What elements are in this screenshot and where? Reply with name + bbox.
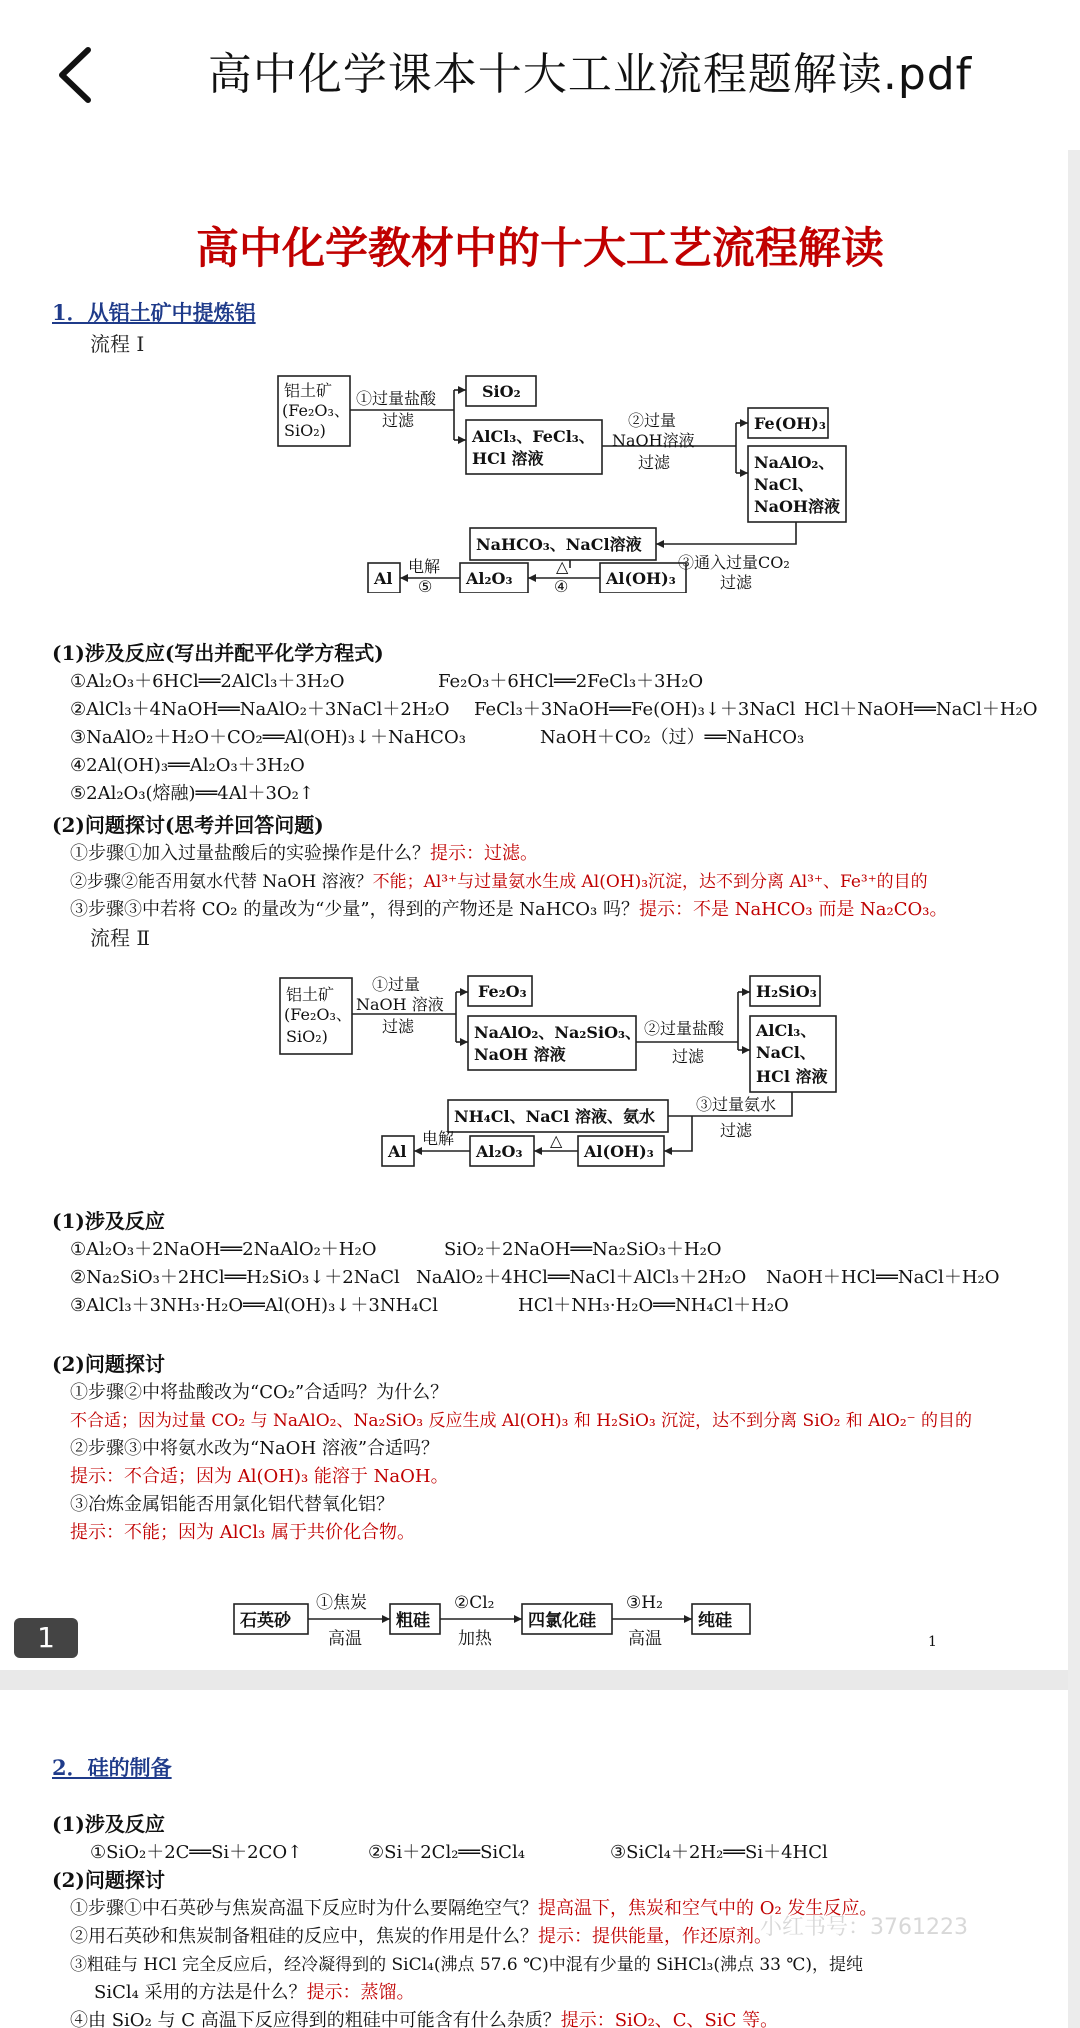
feoh3-label: Fe(OH)₃ [754,414,826,433]
si-discussion-3 [70,1950,863,1975]
si-discussion-4 [70,2006,778,2028]
si-discussion-3b [94,1978,415,2004]
alcl3-label-2: NaCl、 [756,1043,816,1062]
pure-si-label: 纯硅 [698,1611,732,1631]
discussion-heading-2: (2)问题探讨 [52,1352,165,1376]
ore-label: 铝土矿 [286,985,335,1004]
crude-si-label: 粗硅 [396,1611,430,1631]
question: ②步骤②能否用氨水代替 NaOH 溶液？ [70,872,373,892]
discussion-2-q2: ②步骤③中将氨水改为“NaOH 溶液”合适吗？ [70,1438,440,1459]
reaction-heading-3: (1)涉及反应 [52,1812,165,1836]
reaction-2-3a: ③AlCl₃＋3NH₃·H₂O══Al(OH)₃↓＋3NH₄Cl [70,1295,439,1316]
pdf-page-2 [0,1690,1068,2028]
nh4cl-label: NH₄Cl、NaCl 溶液、氨水 [454,1107,655,1126]
naalo2-label-2: NaCl、 [754,475,814,494]
al2o3-label: Al₂O₃ [476,1142,523,1161]
reaction-2-1b: SiO₂＋2NaOH══Na₂SiO₃＋H₂O [444,1239,722,1260]
step2-reagent: NaOH溶液 [612,431,695,450]
sicl4-label: 四氯化硅 [528,1611,596,1631]
step2-label: ②Cl₂ [454,1593,495,1613]
si-discussion-2 [70,1922,772,1948]
reaction-3b: NaOH＋CO₂（过）══NaHCO₃ [540,727,805,748]
question: ③步骤③中若将 CO₂ 的量改为“少量”，得到的产物还是 NaHCO₃ 吗？ [70,899,639,920]
question: ③粗硅与 HCl 完全反应后，经冷凝得到的 SiCl₄(沸点 57.6 ℃)中混有少量的 SiHCl₃(沸点 33 ℃)，提纯 [70,1955,864,1975]
step2-label: ②过量盐酸 [644,1019,725,1038]
step3-op: 过滤 [720,573,753,592]
question: ①步骤①中石英砂与焦炭高温下反应时为什么要隔绝空气？ [70,1898,538,1919]
flow-2-diagram [272,970,842,1170]
alcl3-label-3: HCl 溶液 [756,1067,828,1086]
si-reaction-1: ①SiO₂＋2C══Si＋2CO↑ [90,1842,303,1863]
reaction-1a: ①Al₂O₃＋6HCl══2AlCl₃＋3H₂O [70,671,345,692]
ore-label-3: SiO₂) [284,421,326,440]
step1-label: ①过量 [372,975,421,994]
naalo2-label: NaAlO₂、Na₂SiO₃、 [474,1023,642,1042]
back-button[interactable] [48,40,108,110]
step2-cond: 加热 [458,1629,492,1649]
ore-label-3: SiO₂) [286,1027,328,1046]
al-label: Al [374,569,393,588]
al-label: Al [388,1142,407,1161]
reaction-2b: FeCl₃＋3NaOH══Fe(OH)₃↓＋3NaCl [474,699,796,720]
discussion-2-q1: ①步骤②中将盐酸改为“CO₂”合适吗？为什么？ [70,1382,449,1403]
answer: 提高温下，焦炭和空气中的 O₂ 发生反应。 [538,1898,878,1919]
reaction-2a: ②AlCl₃＋4NaOH══NaAlO₂＋3NaCl＋2H₂O [70,699,450,720]
reaction-2-1a: ①Al₂O₃＋2NaOH══2NaAlO₂＋H₂O [70,1239,377,1260]
alcl3-label: AlCl₃、FeCl₃、 [472,427,595,446]
naalo2-label: NaAlO₂、 [754,453,835,472]
step5-num: ⑤ [418,577,433,593]
quartz-label: 石英砂 [240,1611,291,1631]
reaction-2-2b: NaAlO₂＋4HCl══NaCl＋AlCl₃＋2H₂O [416,1267,747,1288]
si-reaction-2: ②Si＋2Cl₂══SiCl₄ [368,1842,525,1863]
page-number: 1 [928,1634,937,1650]
question: SiCl₄ 采用的方法是什么？ [94,1982,307,2003]
answer: 不能；Al³⁺与过量氨水生成 Al(OH)₃沉淀，达不到分离 Al³⁺、Fe³⁺的目的 [372,872,928,892]
si-reaction-3: ③SiCl₄＋2H₂══Si＋4HCl [610,1842,828,1863]
watermark: 小红书号：3761223 [760,1915,968,1940]
naalo2-label-2: NaOH 溶液 [474,1045,566,1064]
step3-cond: 高温 [628,1629,662,1649]
flow-2-label: 流程 Ⅱ [90,926,150,950]
naalo2-label-3: NaOH溶液 [754,497,841,516]
app-header [0,0,1080,150]
step1-op: 过滤 [382,411,415,430]
silicon-flow-diagram [228,1582,758,1652]
fe2o3-label: Fe₂O₃ [478,982,527,1001]
step4-delta: △ [556,557,569,576]
chevron-left-icon [48,40,108,110]
answer: 提示：SiO₂、C、SiC 等。 [560,2010,779,2028]
section-1-title: 1．从铝土矿中提炼铝 [52,300,256,325]
discussion-1-1 [70,839,538,865]
discussion-2-a1: 不合适；因为过量 CO₂ 与 NaAlO₂、Na₂SiO₃ 反应生成 Al(OH)₃ 和 H₂SiO₃ 沉淀，达不到分离 SiO₂ 和 AlO₂⁻ 的目的 [70,1411,973,1431]
question: ①步骤①加入过量盐酸后的实验操作是什么？ [70,843,430,864]
document-title: 高中化学教材中的十大工艺流程解读 [196,224,884,274]
discussion-2-q3: ③冶炼金属铝能否用氯化铝代替氧化铝？ [70,1494,394,1515]
ore-label-2: (Fe₂O₃、 [282,401,350,420]
ore-label: 铝土矿 [284,381,333,400]
question: ④由 SiO₂ 与 C 高温下反应得到的粗硅中可能含有什么杂质？ [70,2010,561,2028]
alcl3-label: AlCl₃、 [756,1021,817,1040]
answer: 提示：提供能量，作还原剂。 [538,1926,772,1947]
step3-label: ③通入过量CO₂ [678,553,790,572]
step1-cond: 高温 [328,1629,362,1649]
reaction-3a: ③NaAlO₂＋H₂O＋CO₂══Al(OH)₃↓＋NaHCO₃ [70,727,466,748]
reaction-heading-2: (1)涉及反应 [52,1209,165,1233]
discussion-heading-3: (2)问题探讨 [52,1868,165,1892]
step1-op: 过滤 [382,1017,415,1036]
nahco3-label: NaHCO₃、NaCl溶液 [476,535,642,554]
reaction-1b: Fe₂O₃＋6HCl══2FeCl₃＋3H₂O [438,671,704,692]
reaction-5: ⑤2Al₂O₃(熔融)══4Al＋3O₂↑ [70,783,314,804]
discussion-2-a2: 提示：不合适；因为 Al(OH)₃ 能溶于 NaOH。 [70,1466,449,1487]
reaction-2-2c: NaOH＋HCl══NaCl＋H₂O [766,1267,1000,1288]
page-indicator-badge[interactable]: 1 [14,1618,78,1658]
alcl3-label-2: HCl 溶液 [472,449,544,468]
flow-1-label: 流程 Ⅰ [90,332,145,356]
discussion-2-a3: 提示：不能；因为 AlCl₃ 属于共价化合物。 [70,1522,415,1543]
discussion-heading-1: (2)问题探讨(思考并回答问题) [52,813,324,837]
discussion-1-3 [70,895,948,921]
question: ②用石英砂和焦炭制备粗硅的反应中，焦炭的作用是什么？ [70,1926,538,1947]
reaction-2-2a: ②Na₂SiO₃＋2HCl══H₂SiO₃↓＋2NaCl [70,1267,400,1288]
h2sio3-label: H₂SiO₃ [756,982,817,1001]
si-discussion-1 [70,1894,877,1920]
step3-op: 过滤 [720,1121,753,1140]
page-gap [0,1670,1080,1690]
aloh3-label: Al(OH)₃ [584,1142,654,1161]
elec-label: 电解 [422,1129,455,1148]
reaction-2c: HCl＋NaOH══NaCl＋H₂O [804,699,1038,720]
step1-label: ①焦炭 [316,1593,367,1613]
step2-op: 过滤 [672,1047,705,1066]
step4-num: ④ [554,577,569,593]
reaction-heading-1: (1)涉及反应(写出并配平化学方程式) [52,641,384,665]
flow-1-diagram [270,368,860,593]
al2o3-label: Al₂O₃ [466,569,513,588]
step2-label: ②过量 [628,411,677,430]
step2-op: 过滤 [638,453,671,472]
section-2-title: 2．硅的制备 [52,1755,172,1780]
aloh3-label: Al(OH)₃ [606,569,676,588]
reaction-2-3b: HCl＋NH₃·H₂O══NH₄Cl＋H₂O [518,1295,789,1316]
step3-label: ③过量氨水 [696,1095,777,1114]
file-title: 高中化学课本十大工业流程题解读.pdf [207,49,973,100]
answer: 提示：过滤。 [430,843,538,864]
answer: 提示：蒸馏。 [306,1982,415,2003]
step1-reagent: NaOH 溶液 [356,995,444,1014]
scroll-edge [1068,150,1080,2028]
ore-label-2: (Fe₂O₃、 [284,1005,352,1024]
reaction-4: ④2Al(OH)₃══Al₂O₃＋3H₂O [70,755,305,776]
pdf-page-1 [0,150,1068,1670]
step5-op: 电解 [408,557,441,576]
sio2-label: SiO₂ [482,382,521,401]
discussion-1-2 [70,867,928,892]
delta-label: △ [550,1131,563,1150]
step1-label: ①过量盐酸 [356,389,437,408]
answer: 提示：不是 NaHCO₃ 而是 Na₂CO₃。 [638,899,948,920]
step3-label: ③H₂ [626,1593,663,1613]
